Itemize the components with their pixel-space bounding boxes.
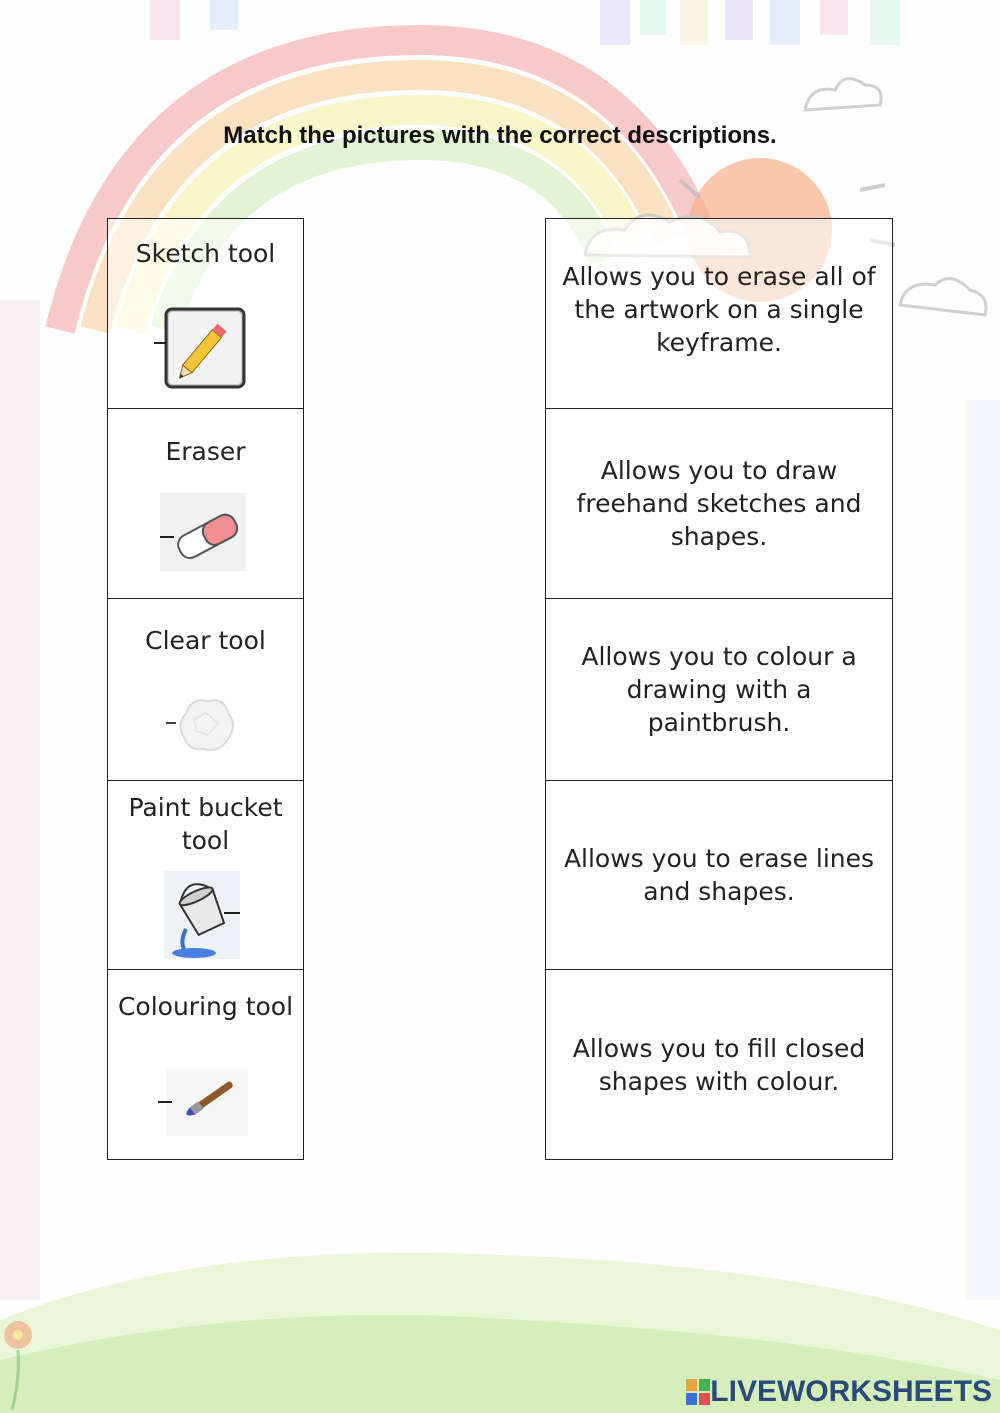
tool-label-eraser: Eraser [165, 437, 246, 466]
eraser-icon [158, 491, 248, 573]
tool-cell-paint-bucket[interactable] [107, 780, 304, 970]
tool-cell-eraser[interactable] [107, 408, 304, 599]
description-cell-4[interactable] [545, 780, 893, 970]
liveworksheets-logo[interactable] [686, 1375, 992, 1409]
description-cell-5[interactable] [545, 969, 893, 1160]
description-text-2: Allows you to draw freehand sketches and shapes. [576, 456, 862, 551]
paint-bucket-icon [162, 869, 244, 961]
description-text-1: Allows you to erase all of the artwork on a single keyframe. [562, 262, 876, 357]
tool-label-clear: Clear tool [145, 626, 266, 655]
paintbrush-icon [154, 1066, 250, 1138]
logo-text: LIVEWORKSHEETS [710, 1375, 992, 1408]
description-text-3: Allows you to colour a drawing with a paintbrush. [581, 642, 857, 737]
crumpled-paper-icon [162, 683, 242, 763]
tool-cell-sketch[interactable] [107, 218, 304, 409]
description-cell-2[interactable] [545, 408, 893, 599]
pencil-icon [152, 303, 252, 391]
instruction-title: Match the pictures with the correct descriptions. [223, 122, 777, 149]
tool-label-paint-bucket: Paint bucket tool [128, 793, 283, 855]
description-cell-3[interactable] [545, 598, 893, 781]
description-text-5: Allows you to fill closed shapes with colour. [572, 1033, 866, 1096]
description-text-4: Allows you to erase lines and shapes. [563, 844, 875, 906]
tool-cell-colouring[interactable] [107, 969, 304, 1160]
tool-label-sketch: Sketch tool [135, 239, 276, 268]
tool-label-colouring: Colouring tool [117, 992, 294, 1021]
description-cell-1[interactable] [545, 218, 893, 409]
logo-blocks-icon [686, 1379, 710, 1405]
tool-cell-clear[interactable] [107, 598, 304, 781]
